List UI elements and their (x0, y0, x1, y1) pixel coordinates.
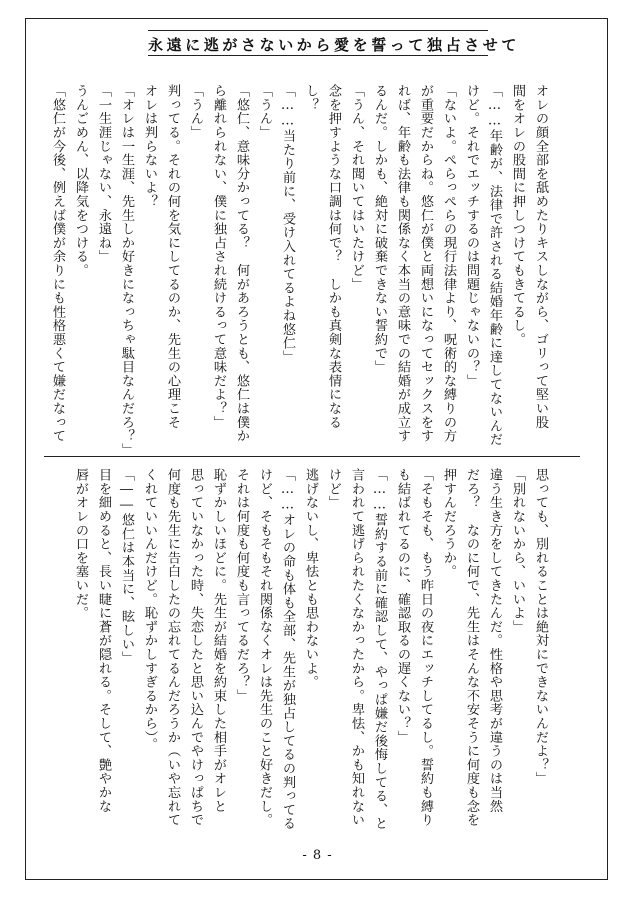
header-title-box (148, 30, 521, 56)
text-block-top: オレの顔全部を舐めたりキスしながら、ゴリって堅い股 間をオレの股間に押しつけてもきてるし。 「……年齢が、法律で許される結婚年齢に達してないんだ けど。それでエッチするのは問題じゃないの？」 「ないよ。ぺらっぺらの現行法律より、呪術的な縛りの方 が重要だからね。悠仁が僕と両想いになってセックスをす れば、年齢も法律も関係なく本当の意味での結婚が成立す るんだ。しかも、絶対に破棄できない誓約で」 「うん、それ聞いてはいたけど」 念を押すような口調は何で？ しかも真剣な表情になる し？ 「……当たり前に、受け入れてるよね悠仁」 「うん」 「悠仁、意味分かってる？ 何があろうとも、悠仁は僕か ら離れられない、僕に独占され続けるって意味だよ？」 「うん」 判ってる。それの何を気にしてるのか、先生の心理こそ オレは判らないよ？ 「オレは一生涯、先生しか好きになっちゃ駄目なんだろ？」 「一生涯じゃない、永遠ね」 うんごめん、以降気をつける。 「悠仁が今後、例えば僕が余りにも性格悪くて嫌だなって (50, 84, 548, 457)
text-block-bottom: 思っても、別れることは絶対にできないんだよ？」 「別れないから、いいよ」 違う生き方をしてきたんだ。性格や思考が違うのは当然 だろ？ なのに何で、先生はそんな不安そうに何度も念を 押すんだろうか。 「そもそも、もう昨日の夜にエッチしてるし。誓約も縛り も結ばれてるのに、確認取るの遅くない？」 「……誓約する前に確認して、やっぱ嫌だ後悔してる、と 言われて逃げられたくなかったから。卑怯、かも知れない けど」 逃げないし、卑怯とも思わないよ。 「……オレの命も体も全部、先生が独占してるの判ってる けど、そもそもそれ関係なくオレは先生のこと好きだし。 それは何度も何度も言ってるだろ？」 恥ずかしいほどに。先生が結婚を約束した相手がオレと 思っていなかった時、失恋したと思い込んでやけっぱちで 何度も先生に告白したの忘れてるんだろうか（いや忘れて くれていいんだけど。恥ずかしすぎるから）。 「――悠仁は本当に、眩しい」 目を細めると、長い睫に蒼が隠れる。そして、艶やかな 唇がオレの口を塞いだ。 (73, 468, 548, 831)
section-divider (44, 456, 580, 457)
page-title: 永遠に逃がさないから愛を誓って独占させて (148, 36, 521, 54)
page-number: - 8 - (302, 848, 333, 863)
